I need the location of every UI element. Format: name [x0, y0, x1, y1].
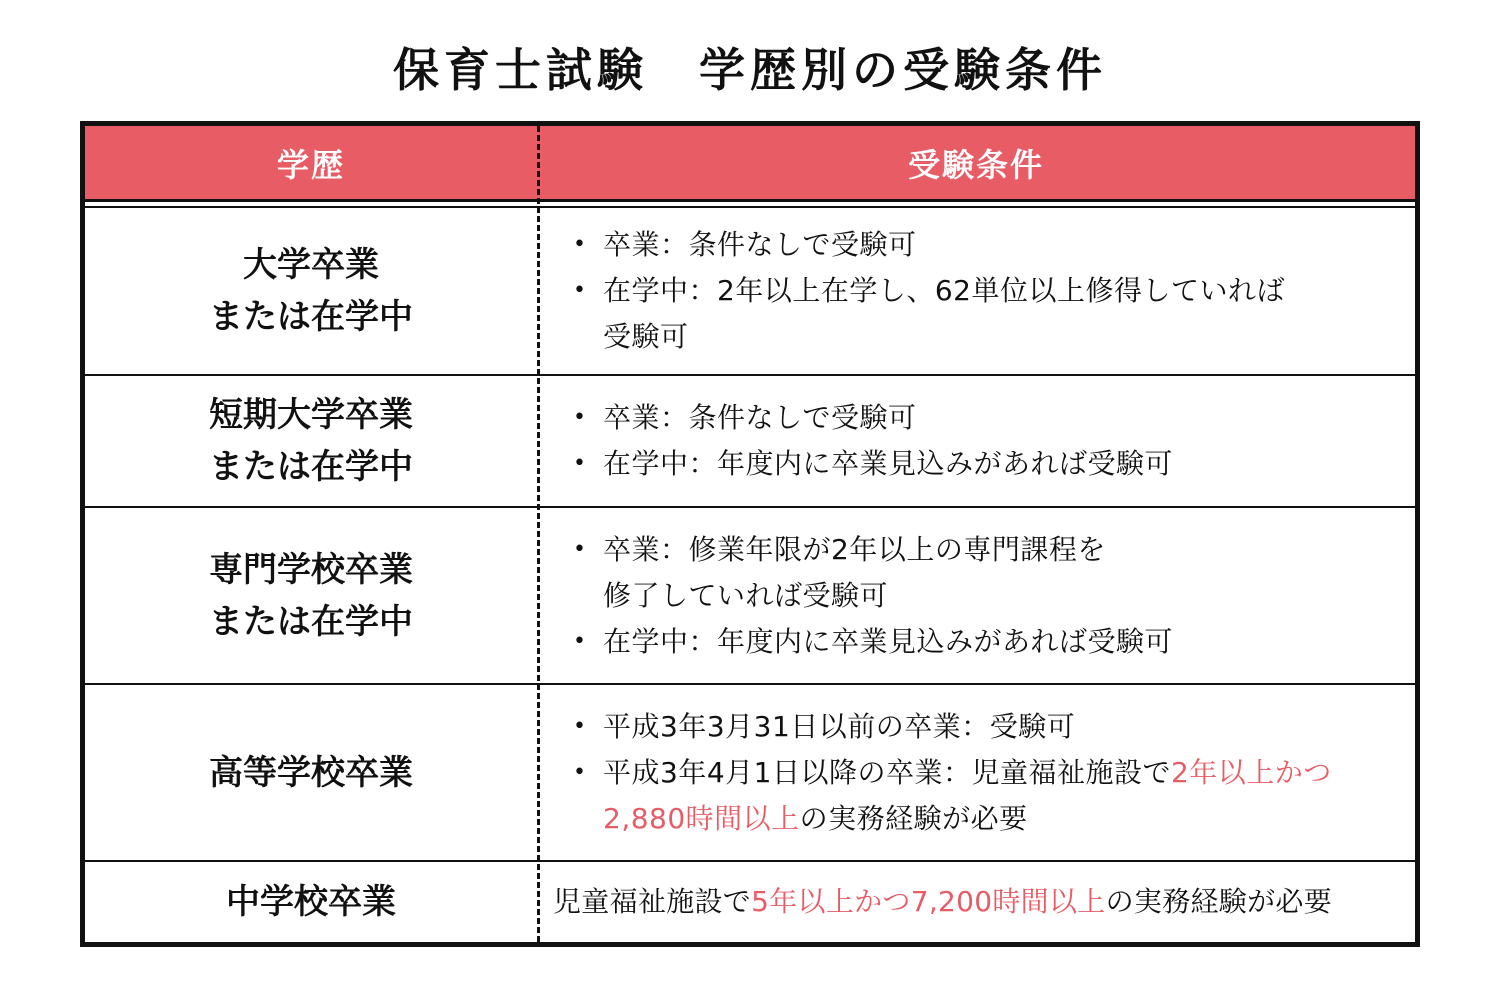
education-cell	[85, 376, 537, 506]
education-line: 専門学校卒業	[209, 549, 413, 590]
condition-item: • 卒業：条件なしで受験可	[573, 395, 1415, 441]
header-conditions: 受験条件	[907, 145, 1044, 184]
education-line: 中学校卒業	[226, 882, 396, 922]
condition-item: • 平成3年4月1日以降の卒業：児童福祉施設で2年以上かつ 2,880時間以上の実務経験が必要	[573, 750, 1415, 842]
table-row	[85, 685, 1415, 862]
requirements-table	[80, 121, 1420, 947]
education-line: 大学卒業	[243, 245, 379, 285]
condition-item: • 平成3年3月31日以前の卒業：受験可	[573, 704, 1415, 750]
condition-cell	[537, 862, 1415, 942]
condition-cell	[537, 208, 1415, 374]
condition-item: • 在学中：年度内に卒業見込みがあれば受験可	[573, 441, 1415, 487]
condition-cell	[537, 376, 1415, 506]
table-row	[85, 508, 1415, 685]
highlight-text: 2,880時間以上	[603, 801, 800, 835]
column-divider	[537, 126, 540, 942]
condition-item: • 在学中：年度内に卒業見込みがあれば受験可	[573, 619, 1415, 665]
education-line: または在学中	[209, 447, 413, 487]
education-line: または在学中	[209, 297, 413, 337]
education-cell	[85, 862, 537, 942]
table-row	[85, 376, 1415, 508]
education-line: 高等学校卒業	[209, 752, 413, 793]
condition-cell	[537, 685, 1415, 860]
education-cell	[85, 685, 537, 860]
education-line: または在学中	[209, 601, 413, 642]
education-cell	[85, 508, 537, 683]
condition-item: • 卒業：条件なしで受験可	[573, 222, 1415, 268]
table-header	[85, 126, 1415, 202]
condition-item: • 在学中：2年以上在学し、62単位以上修得していれば 受験可	[573, 268, 1415, 360]
education-line: 短期大学卒業	[209, 395, 413, 435]
page-title: 保育士試験 学歴別の受験条件	[393, 43, 1107, 97]
table-row	[85, 208, 1415, 376]
condition-text: 児童福祉施設で5年以上かつ7,200時間以上の実務経験が必要	[553, 885, 1332, 918]
condition-item: • 卒業：修業年限が2年以上の専門課程を 修了していれば受験可	[573, 527, 1415, 619]
header-education: 学歴	[276, 145, 345, 184]
education-cell	[85, 208, 537, 374]
highlight-text: 5年以上かつ7,200時間以上	[751, 885, 1106, 918]
highlight-text: 2年以上かつ	[1170, 755, 1332, 789]
condition-cell	[537, 508, 1415, 683]
table-row	[85, 862, 1415, 942]
